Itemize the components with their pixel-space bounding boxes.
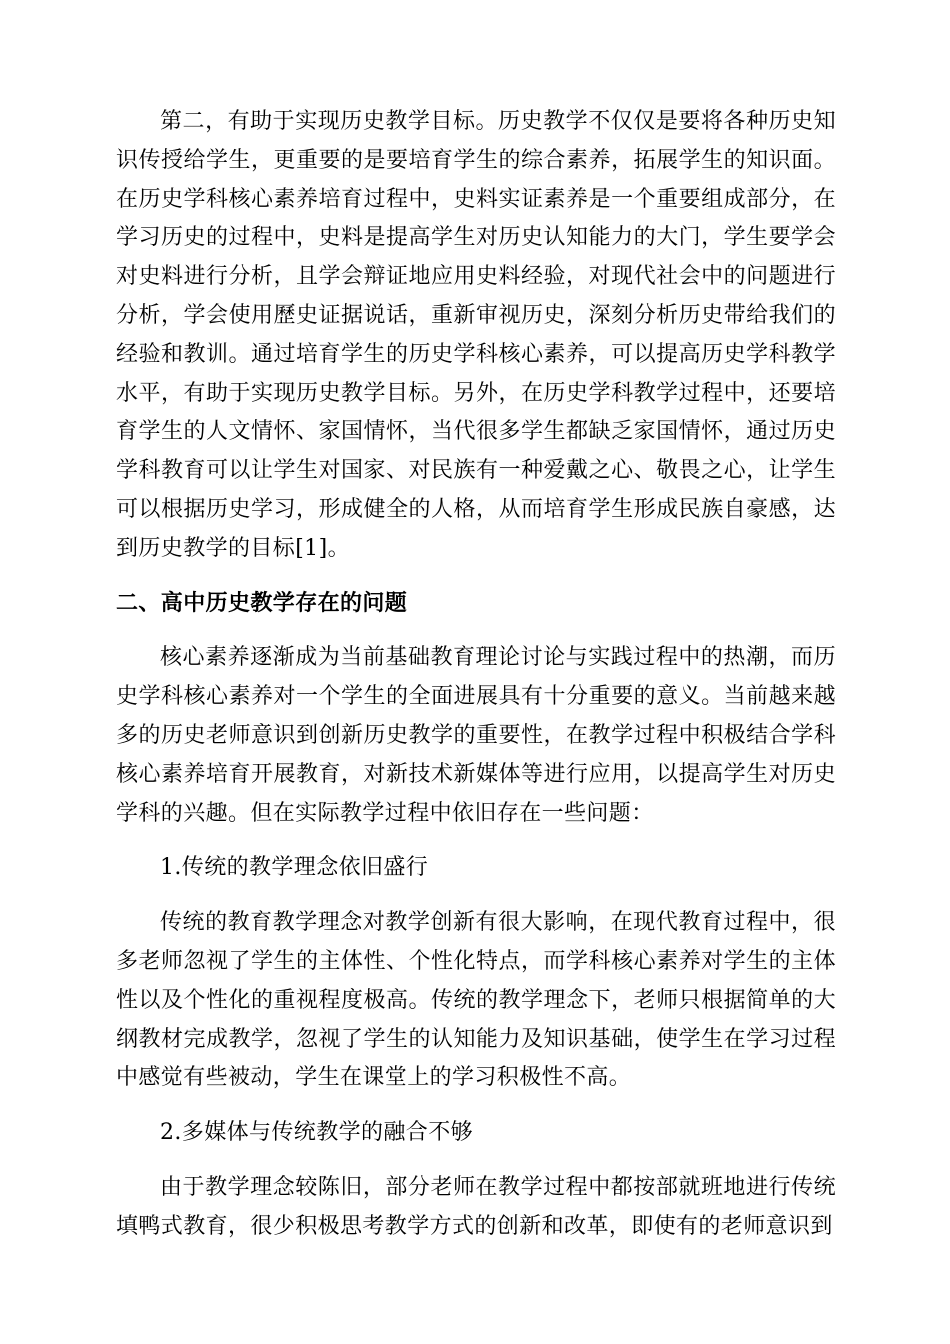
- paragraph-traditional-concepts: 传统的教育教学理念对教学创新有很大影响，在现代教育过程中，很多老师忽视了学生的主体性、个性化特点，而学科核心素养对学生的主体性以及个性化的重视程度极高。传统的教学理念下，老师只根据简单的大纲教材完成教学，忽视了学生的认知能力及知识基础，使学生在学习过程中感觉有些被动，学生在课堂上的学习积极性不高。: [116, 910, 836, 1091]
- paragraph-core-literacy: 核心素养逐渐成为当前基础教育理论讨论与实践过程中的热潮，而历史学科核心素养对一个学生的全面进展具有十分重要的意义。当前越来越多的历史老师意识到创新历史教学的重要性，在教学过程中积极结合学科核心素养培育开展教育，对新技术新媒体等进行应用，以提高学生对历史学科的兴趣。但在实际教学过程中依旧存在一些问题：: [116, 645, 836, 826]
- paragraph-teaching-goal: 第二，有助于实现历史教学目标。历史教学不仅仅是要将各种历史知识传授给学生，更重要的是要培育学生的综合素养，拓展学生的知识面。在历史学科核心素养培育过程中，史料实证素养是一个重要组成部分，在学习历史的过程中，史料是提高学生对历史认知能力的大门，学生要学会对史料进行分析，且学会辩证地应用史料经验，对现代社会中的问题进行分析，学会使用歷史证据说话，重新审视历史，深刻分析历史带给我们的经验和教训。通过培育学生的历史学科核心素养，可以提高历史学科教学水平，有助于实现历史教学目标。另外，在历史学科教学过程中，还要培育学生的人文情怀、家国情怀，当代很多学生都缺乏家国情怀，通过历史学科教育可以让学生对国家、对民族有一种爱戴之心、敬畏之心，让学生可以根据历史学习，形成健全的人格，从而培育学生形成民族自豪感，达到历史教学的目标[1]。: [116, 109, 836, 561]
- subheading-traditional-concepts: 1.传统的教学理念依旧盛行: [160, 855, 429, 881]
- document-page: [116, 103, 836, 1263]
- subheading-multimedia-integration: 2.多媒体与传统教学的融合不够: [160, 1120, 473, 1146]
- section-heading-problems: 二、高中历史教学存在的问题: [116, 590, 408, 616]
- paragraph-multimedia-integration: 由于教学理念较陈旧，部分老师在教学过程中都按部就班地进行传统填鸭式教育，很少积极思考教学方式的创新和改革，即使有的老师意识到: [116, 1174, 836, 1239]
